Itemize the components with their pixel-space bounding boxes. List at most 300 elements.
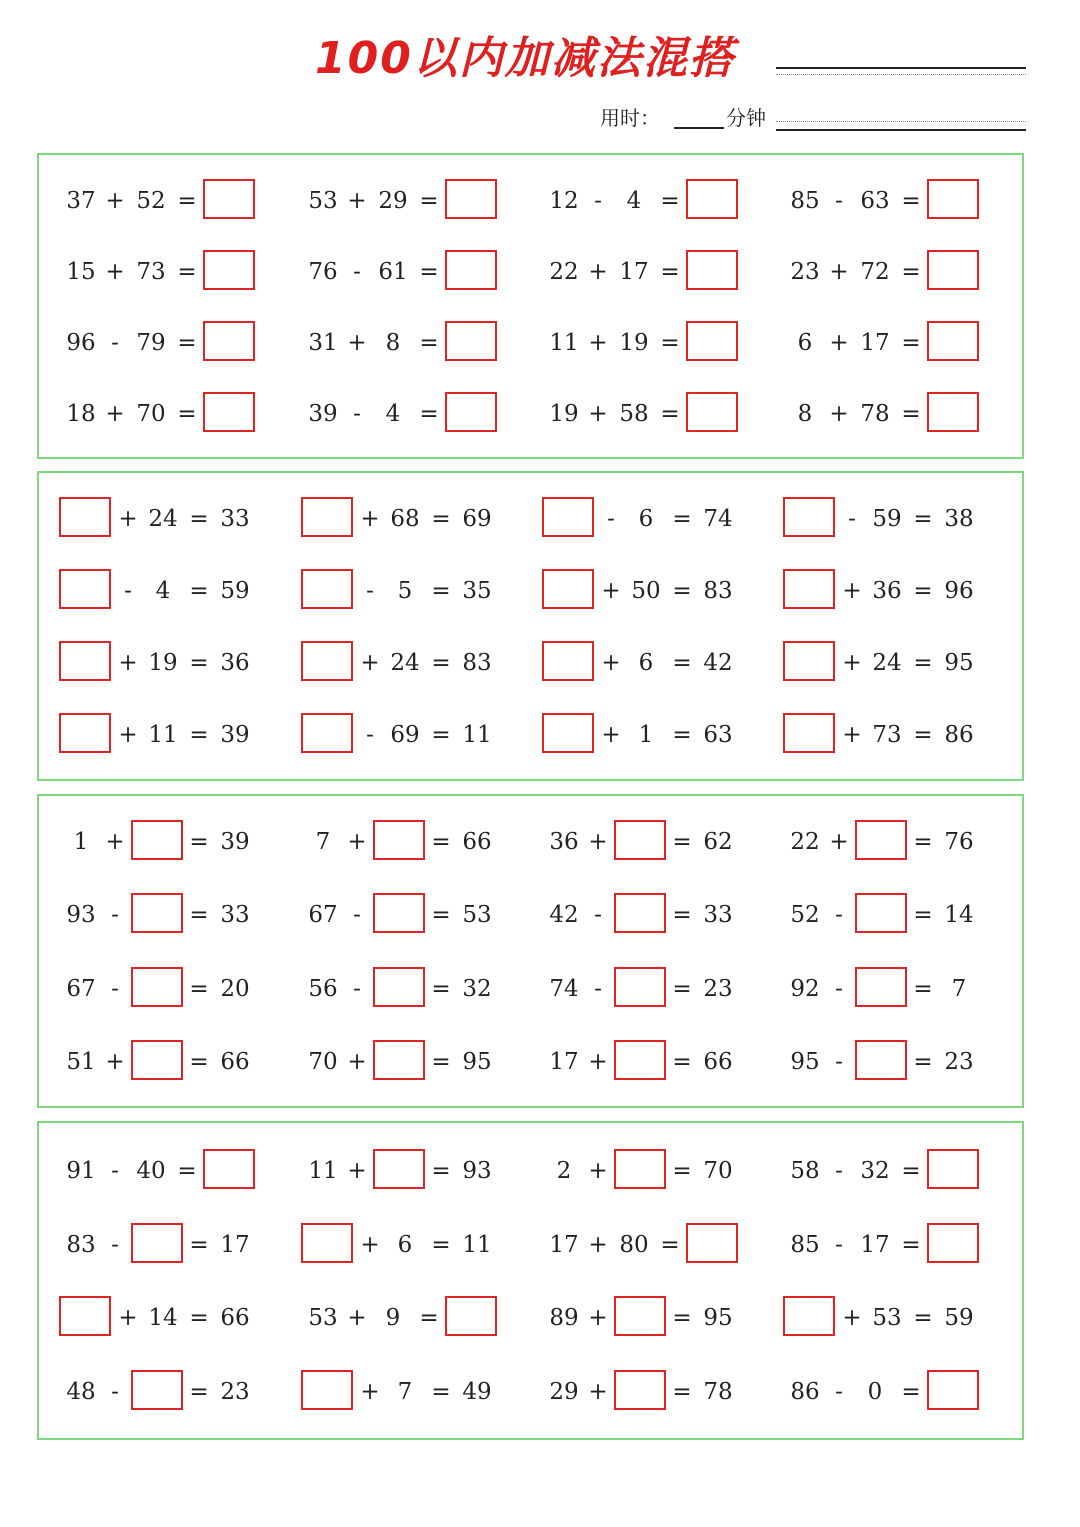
equation bbox=[301, 1296, 541, 1340]
equals-sign: = bbox=[901, 330, 921, 356]
problem-row bbox=[39, 641, 1022, 685]
answer-box[interactable] bbox=[203, 179, 255, 219]
answer-box[interactable] bbox=[614, 1296, 666, 1336]
equation bbox=[301, 569, 541, 613]
equals-sign: = bbox=[901, 401, 921, 427]
equation bbox=[542, 179, 782, 223]
answer-box[interactable] bbox=[614, 893, 666, 933]
operator: - bbox=[848, 506, 856, 532]
answer-box[interactable] bbox=[301, 1223, 353, 1263]
equation bbox=[542, 820, 782, 864]
equals-sign: = bbox=[177, 401, 197, 427]
answer-box[interactable] bbox=[542, 641, 594, 681]
answer-box[interactable] bbox=[131, 820, 183, 860]
equals-sign: = bbox=[189, 829, 209, 855]
problem-row bbox=[39, 820, 1022, 864]
equals-sign: = bbox=[901, 1379, 921, 1405]
equals-sign: = bbox=[189, 1379, 209, 1405]
operand-b: 17 bbox=[619, 259, 649, 285]
operand-a: 39 bbox=[308, 401, 338, 427]
equation bbox=[59, 392, 299, 436]
problem-row bbox=[39, 497, 1022, 541]
result: 11 bbox=[462, 1232, 492, 1258]
operand-b: 17 bbox=[860, 330, 890, 356]
operand-b: 58 bbox=[619, 401, 649, 427]
equals-sign: = bbox=[660, 1232, 680, 1258]
operator: - bbox=[366, 722, 374, 748]
equation bbox=[542, 1223, 782, 1267]
problem-row bbox=[39, 179, 1022, 223]
equals-sign: = bbox=[672, 650, 692, 676]
operator: + bbox=[347, 1158, 367, 1184]
equation bbox=[783, 967, 1023, 1011]
answer-box[interactable] bbox=[301, 641, 353, 681]
operator: + bbox=[588, 1379, 608, 1405]
equals-sign: = bbox=[672, 578, 692, 604]
equals-sign: = bbox=[913, 1049, 933, 1075]
equals-sign: = bbox=[913, 722, 933, 748]
answer-box[interactable] bbox=[373, 967, 425, 1007]
answer-box[interactable] bbox=[927, 392, 979, 432]
result: 53 bbox=[462, 902, 492, 928]
operator: + bbox=[588, 1049, 608, 1075]
result: 35 bbox=[462, 578, 492, 604]
equation bbox=[783, 392, 1023, 436]
equals-sign: = bbox=[431, 722, 451, 748]
equation bbox=[542, 713, 782, 757]
result: 95 bbox=[944, 650, 974, 676]
operand-b: 79 bbox=[136, 330, 166, 356]
answer-box[interactable] bbox=[301, 497, 353, 537]
answer-box[interactable] bbox=[59, 497, 111, 537]
equation bbox=[59, 1223, 299, 1267]
operator: - bbox=[111, 1232, 119, 1258]
operand-a: 89 bbox=[549, 1305, 579, 1331]
result: 38 bbox=[944, 506, 974, 532]
answer-box[interactable] bbox=[59, 569, 111, 609]
operator: + bbox=[601, 650, 621, 676]
answer-box[interactable] bbox=[203, 250, 255, 290]
equation bbox=[301, 1040, 541, 1084]
problem-row bbox=[39, 250, 1022, 294]
operator: + bbox=[118, 1305, 138, 1331]
operand-b: 4 bbox=[626, 188, 642, 214]
operand-a: 31 bbox=[308, 330, 338, 356]
equals-sign: = bbox=[189, 976, 209, 1002]
answer-box[interactable] bbox=[131, 1223, 183, 1263]
operand-a: 52 bbox=[790, 902, 820, 928]
operator: + bbox=[347, 1049, 367, 1075]
result: 39 bbox=[220, 829, 250, 855]
equation bbox=[301, 1223, 541, 1267]
equals-sign: = bbox=[177, 1158, 197, 1184]
result: 86 bbox=[944, 722, 974, 748]
answer-box[interactable] bbox=[927, 250, 979, 290]
result: 70 bbox=[703, 1158, 733, 1184]
operand-a: 17 bbox=[549, 1049, 579, 1075]
answer-box[interactable] bbox=[131, 967, 183, 1007]
answer-box[interactable] bbox=[614, 967, 666, 1007]
operator: + bbox=[842, 650, 862, 676]
answer-box[interactable] bbox=[131, 1370, 183, 1410]
operator: - bbox=[124, 578, 132, 604]
answer-box[interactable] bbox=[686, 1223, 738, 1263]
answer-box[interactable] bbox=[59, 641, 111, 681]
answer-box[interactable] bbox=[686, 321, 738, 361]
operator: - bbox=[111, 1379, 119, 1405]
equation bbox=[59, 713, 299, 757]
equation bbox=[59, 893, 299, 937]
equation bbox=[783, 1370, 1023, 1414]
result: 62 bbox=[703, 829, 733, 855]
time-line-guide bbox=[776, 121, 1026, 122]
operand-b: 4 bbox=[155, 578, 171, 604]
equation bbox=[301, 1370, 541, 1414]
result: 95 bbox=[462, 1049, 492, 1075]
result: 36 bbox=[220, 650, 250, 676]
answer-box[interactable] bbox=[927, 1149, 979, 1189]
answer-box[interactable] bbox=[686, 179, 738, 219]
answer-box[interactable] bbox=[614, 1040, 666, 1080]
answer-box[interactable] bbox=[686, 392, 738, 432]
result: 20 bbox=[220, 976, 250, 1002]
operand-b: 6 bbox=[638, 506, 654, 532]
operand-b: 59 bbox=[872, 506, 902, 532]
operand-a: 76 bbox=[308, 259, 338, 285]
operand-b: 4 bbox=[385, 401, 401, 427]
equation bbox=[301, 641, 541, 685]
operator: + bbox=[360, 1379, 380, 1405]
operator: + bbox=[360, 1232, 380, 1258]
result: 23 bbox=[703, 976, 733, 1002]
equation bbox=[783, 1149, 1023, 1193]
operand-a: 74 bbox=[549, 976, 579, 1002]
operator: + bbox=[588, 259, 608, 285]
equation bbox=[542, 392, 782, 436]
result: 66 bbox=[703, 1049, 733, 1075]
time-unit: 分钟 bbox=[726, 106, 766, 130]
time-minutes-blank[interactable] bbox=[674, 127, 724, 129]
result: 17 bbox=[220, 1232, 250, 1258]
equals-sign: = bbox=[419, 188, 439, 214]
equals-sign: = bbox=[913, 829, 933, 855]
operator: + bbox=[105, 1049, 125, 1075]
equation bbox=[59, 820, 299, 864]
equals-sign: = bbox=[419, 259, 439, 285]
result: 96 bbox=[944, 578, 974, 604]
equals-sign: = bbox=[177, 259, 197, 285]
answer-box[interactable] bbox=[783, 641, 835, 681]
equals-sign: = bbox=[189, 1232, 209, 1258]
answer-box[interactable] bbox=[59, 713, 111, 753]
answer-box[interactable] bbox=[855, 893, 907, 933]
operator: - bbox=[353, 259, 361, 285]
equals-sign: = bbox=[913, 506, 933, 532]
result: 74 bbox=[703, 506, 733, 532]
operand-b: 52 bbox=[136, 188, 166, 214]
equation bbox=[301, 321, 541, 365]
answer-box[interactable] bbox=[927, 1223, 979, 1263]
equals-sign: = bbox=[672, 1379, 692, 1405]
answer-box[interactable] bbox=[203, 321, 255, 361]
operand-a: 36 bbox=[549, 829, 579, 855]
equals-sign: = bbox=[660, 330, 680, 356]
equation bbox=[542, 1296, 782, 1340]
operator: - bbox=[835, 188, 843, 214]
equation bbox=[783, 820, 1023, 864]
equals-sign: = bbox=[901, 259, 921, 285]
operand-b: 9 bbox=[385, 1305, 401, 1331]
result: 32 bbox=[462, 976, 492, 1002]
operator: - bbox=[835, 902, 843, 928]
equals-sign: = bbox=[419, 1305, 439, 1331]
equals-sign: = bbox=[660, 188, 680, 214]
equation bbox=[542, 1149, 782, 1193]
operand-b: 11 bbox=[148, 722, 178, 748]
equals-sign: = bbox=[672, 506, 692, 532]
equals-sign: = bbox=[431, 1049, 451, 1075]
answer-box[interactable] bbox=[301, 569, 353, 609]
operand-a: 19 bbox=[549, 401, 579, 427]
problem-row bbox=[39, 1149, 1022, 1193]
answer-box[interactable] bbox=[542, 713, 594, 753]
result: 23 bbox=[944, 1049, 974, 1075]
operator: + bbox=[829, 330, 849, 356]
problem-section-4 bbox=[37, 1121, 1024, 1440]
equals-sign: = bbox=[189, 722, 209, 748]
answer-box[interactable] bbox=[373, 893, 425, 933]
operator: - bbox=[607, 506, 615, 532]
problem-row bbox=[39, 1040, 1022, 1084]
operator: + bbox=[829, 401, 849, 427]
operator: + bbox=[829, 259, 849, 285]
operand-b: 5 bbox=[397, 578, 413, 604]
operator: + bbox=[842, 578, 862, 604]
answer-box[interactable] bbox=[301, 713, 353, 753]
operand-a: 18 bbox=[66, 401, 96, 427]
operator: - bbox=[594, 188, 602, 214]
equals-sign: = bbox=[177, 330, 197, 356]
operand-a: 67 bbox=[308, 902, 338, 928]
operand-b: 32 bbox=[860, 1158, 890, 1184]
operator: - bbox=[835, 1379, 843, 1405]
operator: - bbox=[835, 1232, 843, 1258]
operand-b: 72 bbox=[860, 259, 890, 285]
equation bbox=[783, 1040, 1023, 1084]
answer-box[interactable] bbox=[855, 820, 907, 860]
answer-box[interactable] bbox=[445, 321, 497, 361]
operand-a: 83 bbox=[66, 1232, 96, 1258]
operator: - bbox=[835, 1158, 843, 1184]
operand-a: 86 bbox=[790, 1379, 820, 1405]
answer-box[interactable] bbox=[445, 392, 497, 432]
answer-box[interactable] bbox=[445, 1296, 497, 1336]
operator: + bbox=[347, 330, 367, 356]
operator: - bbox=[594, 902, 602, 928]
operand-a: 22 bbox=[549, 259, 579, 285]
operand-a: 95 bbox=[790, 1049, 820, 1075]
operand-b: 7 bbox=[397, 1379, 413, 1405]
operator: + bbox=[360, 506, 380, 532]
operand-a: 48 bbox=[66, 1379, 96, 1405]
answer-box[interactable] bbox=[131, 1040, 183, 1080]
problem-row bbox=[39, 1296, 1022, 1340]
equation bbox=[542, 497, 782, 541]
equals-sign: = bbox=[419, 330, 439, 356]
answer-box[interactable] bbox=[131, 893, 183, 933]
answer-box[interactable] bbox=[301, 1370, 353, 1410]
operand-a: 11 bbox=[549, 330, 579, 356]
operator: + bbox=[601, 722, 621, 748]
answer-box[interactable] bbox=[203, 1149, 255, 1189]
problem-row bbox=[39, 1370, 1022, 1414]
equation bbox=[301, 179, 541, 223]
answer-box[interactable] bbox=[614, 1149, 666, 1189]
operator: + bbox=[347, 829, 367, 855]
result: 14 bbox=[944, 902, 974, 928]
worksheet-title: 100以内加减法混搭 bbox=[315, 33, 735, 84]
operator: + bbox=[347, 188, 367, 214]
answer-box[interactable] bbox=[59, 1296, 111, 1336]
equals-sign: = bbox=[431, 902, 451, 928]
answer-box[interactable] bbox=[614, 1370, 666, 1410]
answer-box[interactable] bbox=[855, 1040, 907, 1080]
answer-box[interactable] bbox=[542, 497, 594, 537]
operand-b: 80 bbox=[619, 1232, 649, 1258]
equals-sign: = bbox=[672, 902, 692, 928]
answer-box[interactable] bbox=[373, 1149, 425, 1189]
answer-box[interactable] bbox=[445, 179, 497, 219]
answer-box[interactable] bbox=[927, 321, 979, 361]
equals-sign: = bbox=[672, 829, 692, 855]
equation bbox=[59, 1370, 299, 1414]
operand-b: 14 bbox=[148, 1305, 178, 1331]
operand-a: 6 bbox=[797, 330, 813, 356]
problem-row bbox=[39, 967, 1022, 1011]
operand-b: 24 bbox=[872, 650, 902, 676]
equals-sign: = bbox=[660, 401, 680, 427]
equals-sign: = bbox=[913, 650, 933, 676]
answer-box[interactable] bbox=[686, 250, 738, 290]
operator: + bbox=[588, 1158, 608, 1184]
equation bbox=[542, 321, 782, 365]
answer-box[interactable] bbox=[373, 1040, 425, 1080]
problem-row bbox=[39, 713, 1022, 757]
operand-b: 69 bbox=[390, 722, 420, 748]
equation bbox=[301, 392, 541, 436]
operand-b: 6 bbox=[397, 1232, 413, 1258]
operator: + bbox=[118, 722, 138, 748]
result: 83 bbox=[703, 578, 733, 604]
name-line[interactable] bbox=[776, 67, 1026, 69]
operand-a: 53 bbox=[308, 1305, 338, 1331]
operator: + bbox=[118, 506, 138, 532]
answer-box[interactable] bbox=[783, 497, 835, 537]
answer-box[interactable] bbox=[927, 1370, 979, 1410]
operator: + bbox=[588, 829, 608, 855]
operand-a: 15 bbox=[66, 259, 96, 285]
answer-box[interactable] bbox=[445, 250, 497, 290]
operand-b: 0 bbox=[867, 1379, 883, 1405]
time-line[interactable] bbox=[776, 129, 1026, 131]
operand-a: 93 bbox=[66, 902, 96, 928]
equation bbox=[59, 1296, 299, 1340]
equation bbox=[301, 1149, 541, 1193]
operator: - bbox=[594, 976, 602, 1002]
equals-sign: = bbox=[431, 506, 451, 532]
problem-row bbox=[39, 321, 1022, 365]
operand-b: 63 bbox=[860, 188, 890, 214]
equals-sign: = bbox=[431, 976, 451, 1002]
equation bbox=[542, 1040, 782, 1084]
equals-sign: = bbox=[431, 1158, 451, 1184]
equals-sign: = bbox=[189, 1049, 209, 1075]
equals-sign: = bbox=[431, 1379, 451, 1405]
operator: - bbox=[111, 902, 119, 928]
equation bbox=[783, 893, 1023, 937]
operator: - bbox=[366, 578, 374, 604]
equation bbox=[783, 1296, 1023, 1340]
operator: - bbox=[111, 1158, 119, 1184]
operator: + bbox=[588, 401, 608, 427]
answer-box[interactable] bbox=[373, 820, 425, 860]
answer-box[interactable] bbox=[855, 967, 907, 1007]
result: 7 bbox=[951, 976, 967, 1002]
result: 59 bbox=[220, 578, 250, 604]
answer-box[interactable] bbox=[783, 569, 835, 609]
equation bbox=[542, 250, 782, 294]
equation bbox=[59, 967, 299, 1011]
answer-box[interactable] bbox=[203, 392, 255, 432]
operator: - bbox=[835, 976, 843, 1002]
operator: - bbox=[111, 330, 119, 356]
answer-box[interactable] bbox=[614, 820, 666, 860]
equals-sign: = bbox=[901, 188, 921, 214]
result: 63 bbox=[703, 722, 733, 748]
equation bbox=[59, 569, 299, 613]
equals-sign: = bbox=[189, 506, 209, 532]
operand-a: 42 bbox=[549, 902, 579, 928]
operand-a: 11 bbox=[308, 1158, 338, 1184]
operand-a: 17 bbox=[549, 1232, 579, 1258]
operand-a: 12 bbox=[549, 188, 579, 214]
equation bbox=[301, 820, 541, 864]
equation bbox=[301, 967, 541, 1011]
operator: + bbox=[842, 1305, 862, 1331]
operator: - bbox=[111, 976, 119, 1002]
equation bbox=[542, 641, 782, 685]
answer-box[interactable] bbox=[783, 713, 835, 753]
answer-box[interactable] bbox=[927, 179, 979, 219]
operand-b: 40 bbox=[136, 1158, 166, 1184]
result: 23 bbox=[220, 1379, 250, 1405]
operand-a: 2 bbox=[556, 1158, 572, 1184]
equals-sign: = bbox=[431, 829, 451, 855]
equation bbox=[783, 250, 1023, 294]
equals-sign: = bbox=[431, 650, 451, 676]
answer-box[interactable] bbox=[783, 1296, 835, 1336]
equals-sign: = bbox=[431, 578, 451, 604]
answer-box[interactable] bbox=[542, 569, 594, 609]
result: 39 bbox=[220, 722, 250, 748]
problem-row bbox=[39, 392, 1022, 436]
operand-b: 24 bbox=[390, 650, 420, 676]
operand-b: 36 bbox=[872, 578, 902, 604]
equals-sign: = bbox=[913, 902, 933, 928]
operator: - bbox=[353, 976, 361, 1002]
operator: + bbox=[105, 829, 125, 855]
operand-b: 53 bbox=[872, 1305, 902, 1331]
